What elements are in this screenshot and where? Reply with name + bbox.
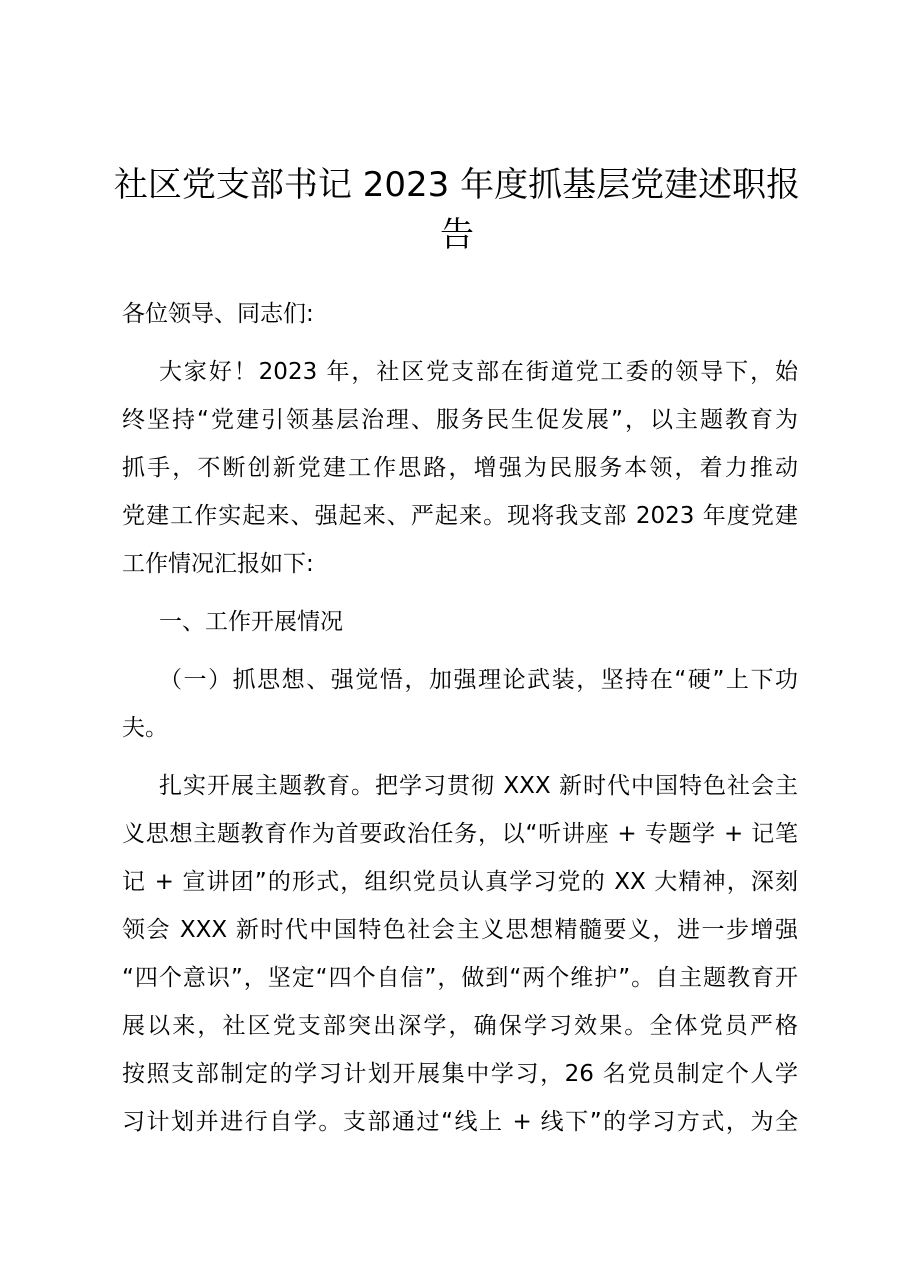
text-line: 大家好！2023 年，社区党支部在街道党工委的领导下，始 [159,359,798,385]
section-heading [122,598,798,646]
text-line: 党建工作实起来、强起来、严起来。现将我支部 2023 年度党建 [122,503,798,529]
text-line: “四个意识”，坚定“四个自信”，做到“两个维护”。自主题教育开 [122,965,798,991]
title-line: 告 [440,215,474,255]
text-line: 一、工作开展情况 [159,609,343,635]
text-line: 各位领导、同志们: [122,301,314,327]
subsection-heading [122,656,798,752]
text-line: 记 + 宣讲团”的形式，组织党员认真学习党的 XX 大精神，深刻 [122,869,798,895]
text-line: 抓手，不断创新党建工作思路，增强为民服务本领，着力推动 [122,455,798,481]
text-line: 习计划并进行自学。支部通过“线上 + 线下”的学习方式，为全 [122,1109,798,1135]
text-line: 终坚持“党建引领基层治理、服务民生促发展”，以主题教育为 [122,407,798,433]
intro-paragraph [122,348,798,588]
text-line: （一）抓思想、强觉悟，加强理论武装，坚持在“硬”上下功 [159,667,798,693]
study-paragraph [122,762,798,1146]
text-line: 夫。 [122,715,168,741]
text-line: 工作情况汇报如下: [122,551,314,577]
text-line: 展以来，社区党支部突出深学，确保学习效果。全体党员严格 [122,1013,798,1039]
document-title [110,160,804,260]
text-line: 领会 XXX 新时代中国特色社会主义思想精髓要义，进一步增强 [122,917,798,943]
salutation-paragraph [122,290,798,338]
text-line: 义思想主题教育作为首要政治任务，以“听讲座 + 专题学 + 记笔 [122,821,798,847]
document-body [122,290,798,1146]
text-line: 按照支部制定的学习计划开展集中学习，26 名党员制定个人学 [122,1061,798,1087]
text-line: 扎实开展主题教育。把学习贯彻 XXX 新时代中国特色社会主 [159,773,798,799]
title-line: 社区党支部书记 2023 年度抓基层党建述职报 [113,165,801,205]
